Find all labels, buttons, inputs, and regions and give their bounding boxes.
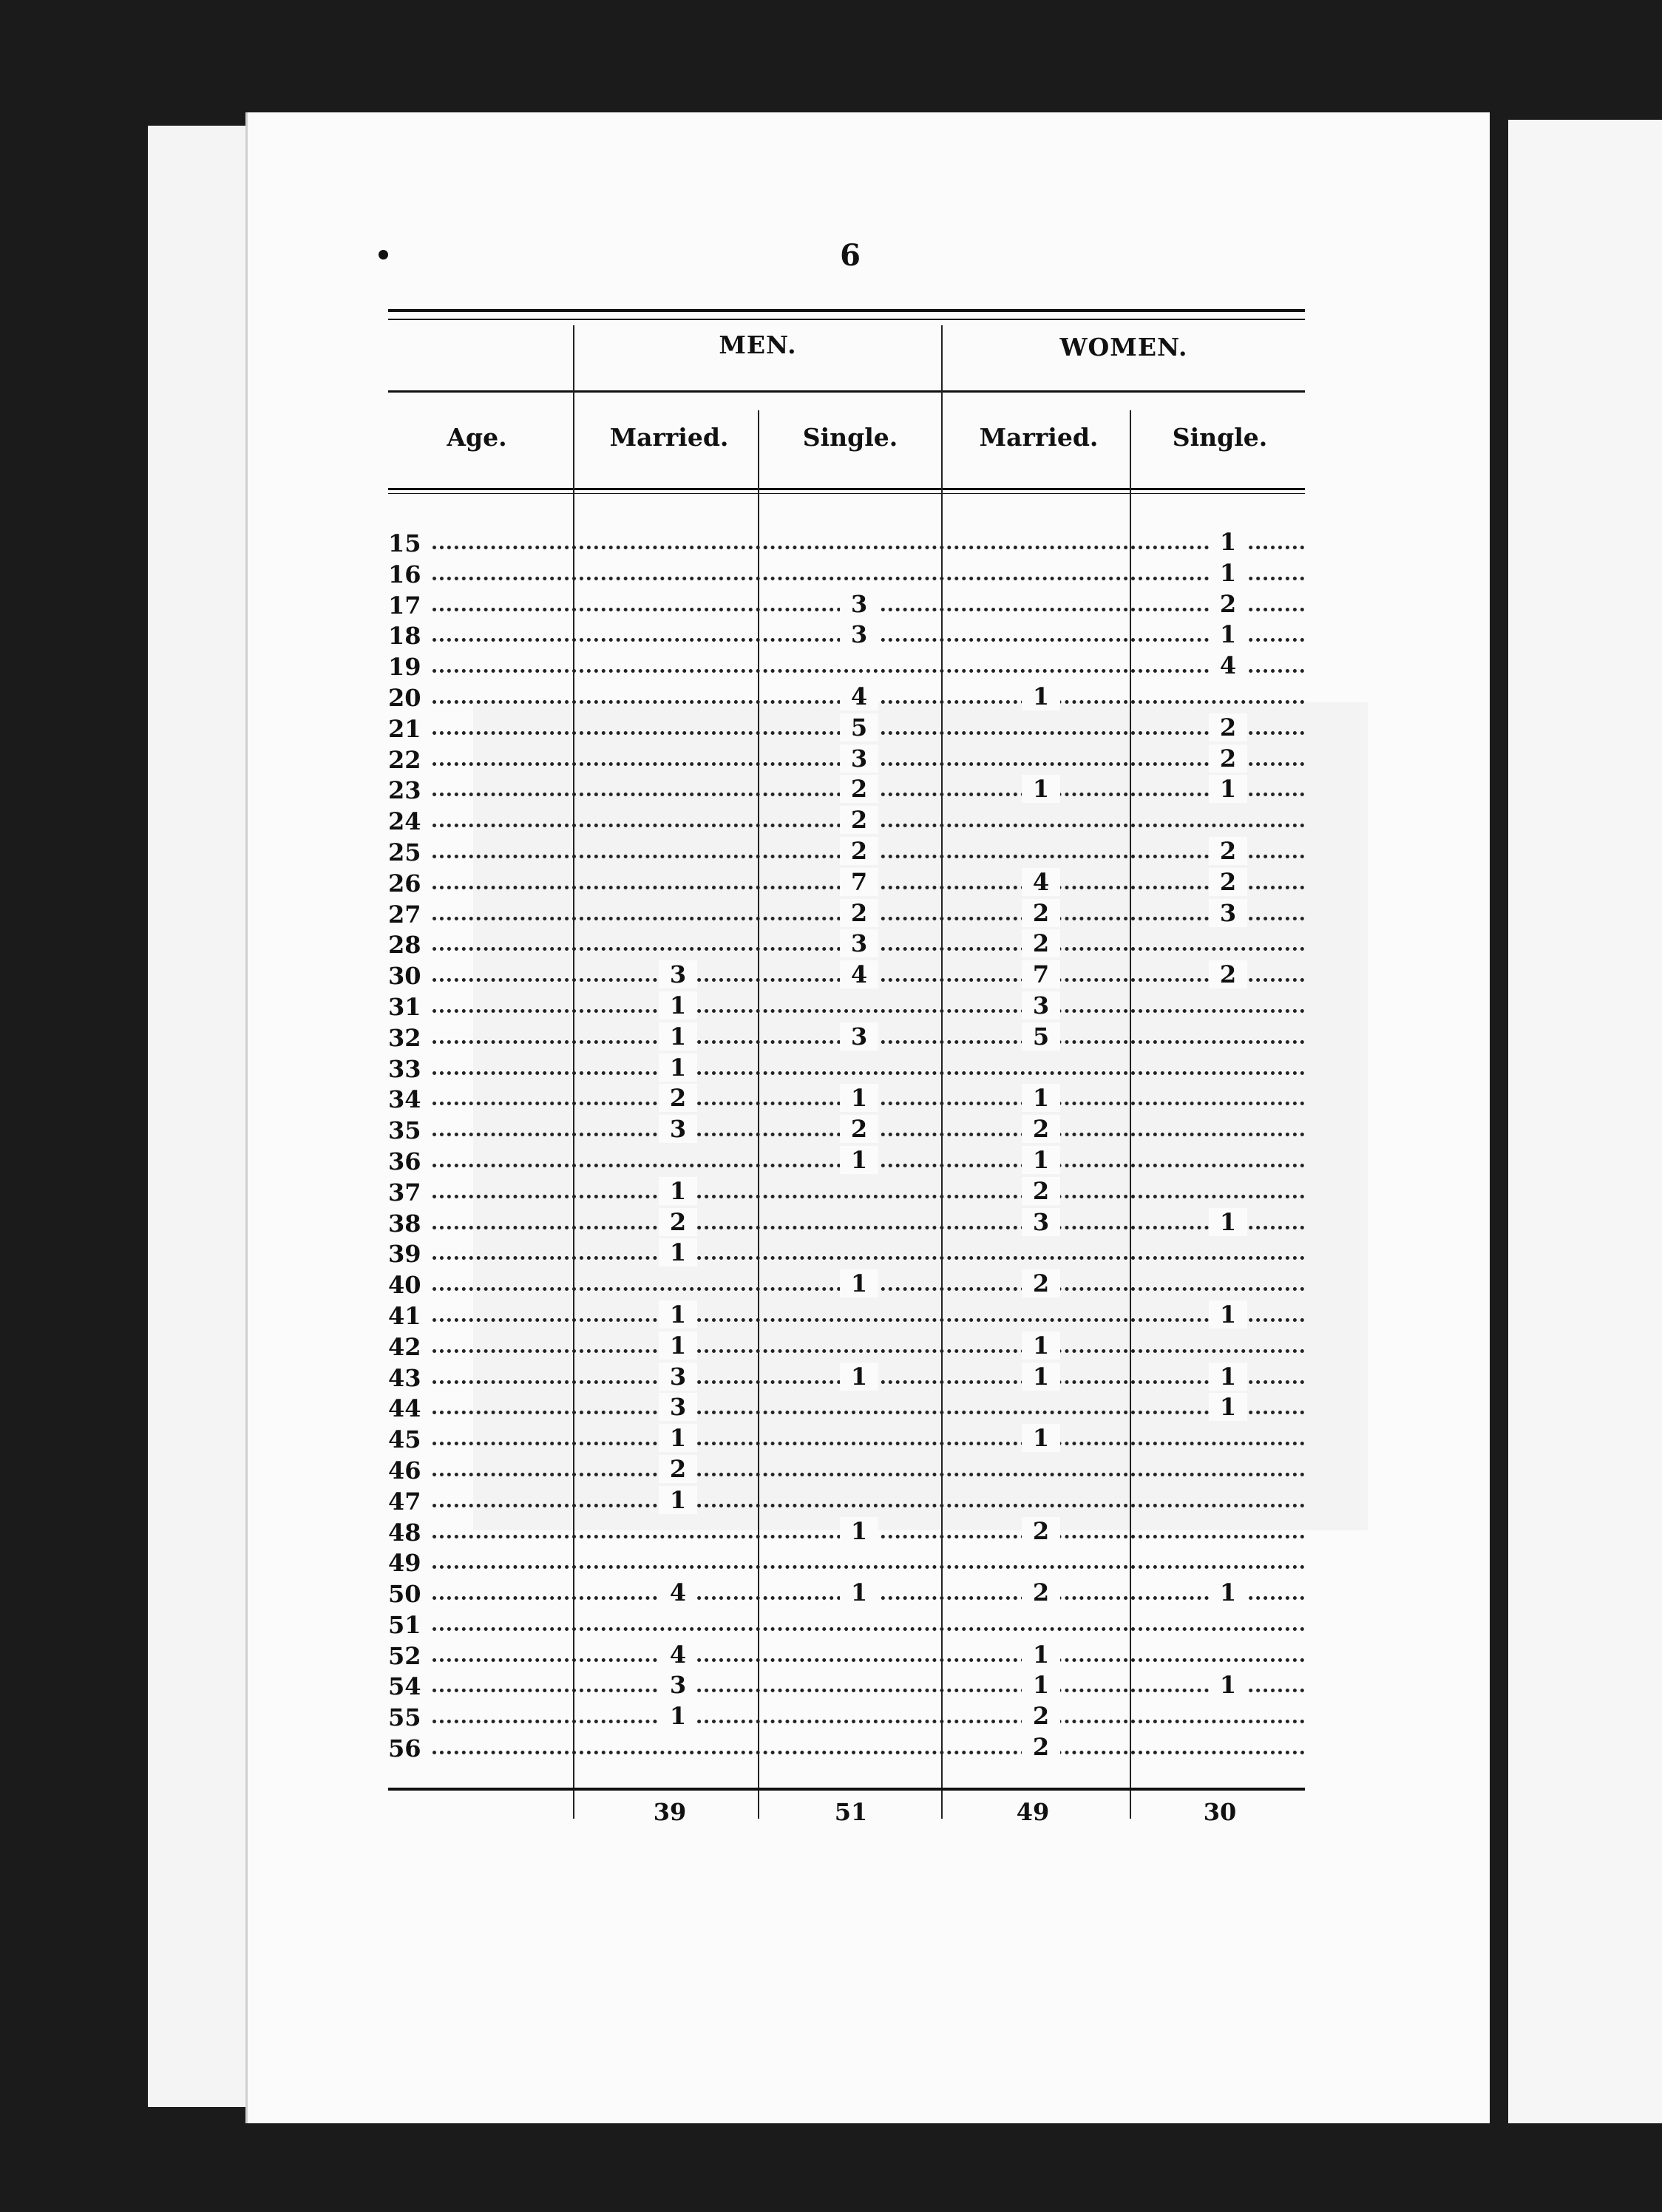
- age-cell: 27: [388, 900, 421, 929]
- women-married-cell: 1: [1022, 775, 1060, 803]
- women-single-cell: 2: [1209, 713, 1247, 742]
- dot-leader: [433, 1658, 1305, 1662]
- women-single-cell: 2: [1209, 590, 1247, 618]
- women-married-cell: 1: [1022, 1331, 1060, 1360]
- table-row: [388, 837, 1305, 868]
- men-single-cell: 4: [840, 960, 878, 988]
- age-cell: 24: [388, 807, 421, 836]
- age-cell: 33: [388, 1054, 421, 1083]
- total-women-single: 30: [1203, 1798, 1237, 1826]
- women-group-header: WOMEN.: [1059, 333, 1188, 362]
- age-cell: 46: [388, 1456, 421, 1485]
- dot-leader: [433, 1751, 1305, 1754]
- dot-leader: [433, 1226, 1305, 1229]
- men-single-cell: 3: [840, 744, 878, 773]
- men-married-cell: 1: [659, 1238, 697, 1266]
- men-single-cell: 4: [840, 682, 878, 710]
- age-cell: 49: [388, 1549, 421, 1578]
- table-row: [388, 960, 1305, 991]
- age-cell: 37: [388, 1178, 421, 1207]
- women-married-cell: 1: [1022, 1641, 1060, 1669]
- men-single-cell: 2: [840, 806, 878, 834]
- men-single-cell: 1: [840, 1269, 878, 1297]
- men-married-cell: 1: [659, 1300, 697, 1329]
- women-single-cell: 1: [1209, 559, 1247, 587]
- dot-leader: [433, 1071, 1305, 1075]
- dot-leader: [433, 1565, 1305, 1569]
- men-married-header: Married.: [609, 423, 729, 452]
- men-single-cell: 5: [840, 713, 878, 742]
- table-row: [388, 1547, 1305, 1578]
- men-married-cell: 1: [659, 1702, 697, 1730]
- table-row: [388, 1671, 1305, 1702]
- men-single-cell: 3: [840, 929, 878, 957]
- age-cell: 16: [388, 560, 421, 588]
- table-row: [388, 1177, 1305, 1208]
- table-row: [388, 929, 1305, 960]
- table-row: [388, 991, 1305, 1022]
- age-cell: 18: [388, 622, 421, 651]
- table-row: [388, 1115, 1305, 1146]
- men-married-cell: 1: [659, 1177, 697, 1205]
- table-row: [388, 1578, 1305, 1609]
- women-married-cell: 4: [1022, 868, 1060, 896]
- table-row: [388, 744, 1305, 776]
- table-row: [388, 899, 1305, 930]
- women-married-cell: 2: [1022, 1733, 1060, 1761]
- table-row: [388, 1455, 1305, 1486]
- dot-leader: [433, 577, 1305, 580]
- women-single-cell: 2: [1209, 960, 1247, 988]
- women-single-header: Single.: [1172, 423, 1268, 452]
- men-single-cell: 2: [840, 837, 878, 865]
- age-cell: 31: [388, 992, 421, 1021]
- men-single-cell: 2: [840, 775, 878, 803]
- table-row: [388, 1424, 1305, 1455]
- age-cell: 17: [388, 591, 421, 620]
- age-cell: 28: [388, 931, 421, 960]
- age-cell: 23: [388, 776, 421, 805]
- table-row: [388, 868, 1305, 899]
- men-married-cell: 1: [659, 1054, 697, 1082]
- men-married-cell: 2: [659, 1084, 697, 1112]
- women-married-cell: 1: [1022, 1671, 1060, 1699]
- age-cell: 41: [388, 1301, 421, 1330]
- dot-leader: [433, 1195, 1305, 1198]
- table-row: [388, 806, 1305, 837]
- age-cell: 25: [388, 838, 421, 866]
- age-cell: 45: [388, 1425, 421, 1454]
- dot-leader: [433, 669, 1305, 673]
- table-row: [388, 1733, 1305, 1764]
- age-cell: 34: [388, 1085, 421, 1114]
- table-row: [388, 1269, 1305, 1300]
- women-married-cell: 3: [1022, 991, 1060, 1020]
- age-cell: 35: [388, 1116, 421, 1145]
- women-married-cell: 5: [1022, 1022, 1060, 1051]
- men-married-cell: 3: [659, 1115, 697, 1143]
- age-cell: 36: [388, 1147, 421, 1175]
- dot-leader: [433, 1442, 1305, 1445]
- age-cell: 40: [388, 1271, 421, 1300]
- women-married-cell: 2: [1022, 899, 1060, 927]
- table-row: [388, 1146, 1305, 1177]
- women-married-cell: 1: [1022, 1424, 1060, 1452]
- men-single-cell: 1: [840, 1084, 878, 1112]
- table-row: [388, 775, 1305, 806]
- table-row: [388, 713, 1305, 744]
- total-men-single: 51: [834, 1798, 868, 1826]
- women-married-cell: 2: [1022, 1269, 1060, 1297]
- men-married-cell: 1: [659, 991, 697, 1020]
- women-married-cell: 2: [1022, 929, 1060, 957]
- total-women-married: 49: [1016, 1798, 1050, 1826]
- column-header-rule-thin: [388, 493, 1305, 494]
- dot-leader: [433, 1627, 1305, 1631]
- ink-dot: [379, 250, 388, 259]
- table-row: [388, 682, 1305, 713]
- men-single-cell: 3: [840, 590, 878, 618]
- men-group-header: MEN.: [719, 330, 797, 359]
- women-married-cell: 3: [1022, 1208, 1060, 1236]
- age-column-header: Age.: [447, 423, 507, 452]
- age-cell: 30: [388, 962, 421, 991]
- women-single-cell: 1: [1209, 775, 1247, 803]
- table-row: [388, 590, 1305, 621]
- table-body: [388, 528, 1305, 1764]
- women-single-cell: 1: [1209, 620, 1247, 648]
- table-row: [388, 1363, 1305, 1394]
- dot-leader: [433, 1504, 1305, 1507]
- age-cell: 47: [388, 1487, 421, 1516]
- women-married-cell: 2: [1022, 1177, 1060, 1205]
- women-married-cell: 2: [1022, 1578, 1060, 1607]
- age-cell: 19: [388, 653, 421, 682]
- men-single-cell: 1: [840, 1578, 878, 1607]
- men-single-cell: 3: [840, 620, 878, 648]
- table-top-rule: [388, 309, 1305, 312]
- table-row: [388, 1300, 1305, 1331]
- table-row: [388, 1486, 1305, 1517]
- women-married-cell: 2: [1022, 1115, 1060, 1143]
- table-row: [388, 1208, 1305, 1239]
- women-single-cell: 1: [1209, 528, 1247, 556]
- dot-leader: [433, 1318, 1305, 1322]
- age-cell: 43: [388, 1363, 421, 1392]
- dot-leader: [433, 1349, 1305, 1353]
- next-page-edge: [1508, 120, 1662, 2123]
- age-cell: 21: [388, 714, 421, 743]
- women-married-header: Married.: [979, 423, 1099, 452]
- women-single-cell: 1: [1209, 1300, 1247, 1329]
- table-top-rule-thin: [388, 319, 1305, 320]
- men-married-cell: 1: [659, 1486, 697, 1514]
- table-row: [388, 651, 1305, 682]
- men-married-cell: 3: [659, 960, 697, 988]
- women-single-cell: 2: [1209, 837, 1247, 865]
- women-married-cell: 2: [1022, 1517, 1060, 1545]
- table-row: [388, 1331, 1305, 1363]
- age-cell: 26: [388, 869, 421, 898]
- table-row: [388, 1609, 1305, 1641]
- table-row: [388, 1084, 1305, 1115]
- dot-leader: [433, 1689, 1305, 1692]
- dot-leader: [433, 1720, 1305, 1723]
- dot-leader: [433, 546, 1305, 549]
- women-single-cell: 1: [1209, 1671, 1247, 1699]
- men-single-cell: 1: [840, 1146, 878, 1174]
- age-cell: 42: [388, 1332, 421, 1361]
- total-men-married: 39: [653, 1798, 687, 1826]
- women-married-cell: 1: [1022, 1084, 1060, 1112]
- men-single-cell: 1: [840, 1517, 878, 1545]
- age-cell: 56: [388, 1734, 421, 1763]
- men-single-cell: 1: [840, 1363, 878, 1391]
- column-header-rule: [388, 488, 1305, 490]
- men-married-cell: 3: [659, 1393, 697, 1421]
- age-cell: 15: [388, 529, 421, 557]
- table-row: [388, 559, 1305, 590]
- men-married-cell: 3: [659, 1363, 697, 1391]
- age-cell: 20: [388, 683, 421, 712]
- women-single-cell: 1: [1209, 1363, 1247, 1391]
- page-number: 6: [840, 238, 861, 273]
- table-row: [388, 620, 1305, 651]
- age-cell: 38: [388, 1209, 421, 1238]
- table-row: [388, 1641, 1305, 1672]
- men-married-cell: 1: [659, 1331, 697, 1360]
- age-cell: 22: [388, 745, 421, 774]
- age-cell: 32: [388, 1023, 421, 1052]
- age-cell: 54: [388, 1672, 421, 1701]
- table-row: [388, 1022, 1305, 1054]
- age-cell: 50: [388, 1580, 421, 1609]
- women-single-cell: 3: [1209, 899, 1247, 927]
- table-row: [388, 1238, 1305, 1269]
- men-single-cell: 7: [840, 868, 878, 896]
- group-header-rule: [388, 390, 1305, 393]
- table-row: [388, 1517, 1305, 1548]
- age-cell: 39: [388, 1240, 421, 1269]
- men-married-cell: 4: [659, 1641, 697, 1669]
- women-single-cell: 1: [1209, 1393, 1247, 1421]
- women-single-cell: 2: [1209, 744, 1247, 773]
- men-single-cell: 2: [840, 899, 878, 927]
- table-row: [388, 1054, 1305, 1085]
- men-married-cell: 1: [659, 1424, 697, 1452]
- women-married-cell: 2: [1022, 1702, 1060, 1730]
- women-married-cell: 7: [1022, 960, 1060, 988]
- dot-leader: [433, 1256, 1305, 1260]
- age-cell: 48: [388, 1518, 421, 1547]
- men-married-cell: 4: [659, 1578, 697, 1607]
- women-married-cell: 1: [1022, 682, 1060, 710]
- dot-leader: [433, 1009, 1305, 1013]
- men-married-cell: 2: [659, 1208, 697, 1236]
- men-single-cell: 2: [840, 1115, 878, 1143]
- age-cell: 44: [388, 1394, 421, 1423]
- women-single-cell: 1: [1209, 1578, 1247, 1607]
- age-cell: 51: [388, 1610, 421, 1639]
- women-single-cell: 4: [1209, 651, 1247, 679]
- table-row: [388, 1702, 1305, 1733]
- age-cell: 52: [388, 1641, 421, 1670]
- table-row: [388, 1393, 1305, 1424]
- table-row: [388, 528, 1305, 559]
- men-single-header: Single.: [802, 423, 898, 452]
- men-single-cell: 3: [840, 1022, 878, 1051]
- men-married-cell: 3: [659, 1671, 697, 1699]
- women-married-cell: 1: [1022, 1146, 1060, 1174]
- men-married-cell: 1: [659, 1022, 697, 1051]
- men-married-cell: 2: [659, 1455, 697, 1483]
- table-bottom-rule: [388, 1788, 1305, 1791]
- women-single-cell: 1: [1209, 1208, 1247, 1236]
- dot-leader: [433, 1411, 1305, 1414]
- women-married-cell: 1: [1022, 1363, 1060, 1391]
- dot-leader: [433, 1473, 1305, 1476]
- age-cell: 55: [388, 1703, 421, 1732]
- women-single-cell: 2: [1209, 868, 1247, 896]
